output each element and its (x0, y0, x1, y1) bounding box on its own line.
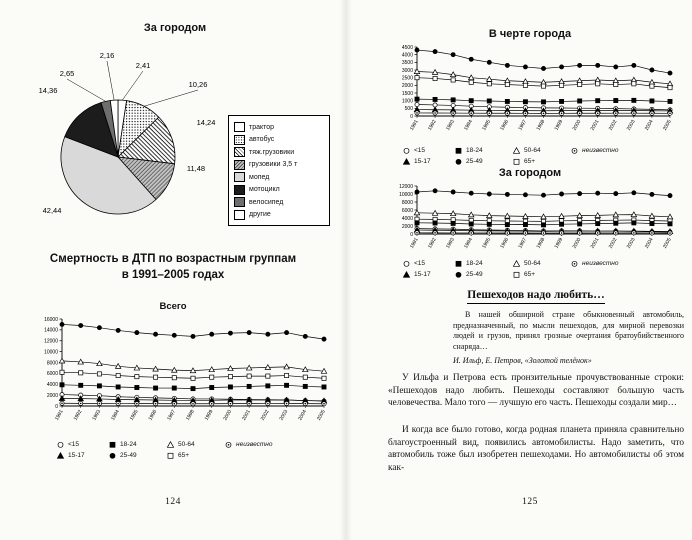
age-legend-label: <15 (414, 147, 426, 154)
svg-text:2001: 2001 (589, 237, 601, 250)
pie-legend-item (234, 209, 324, 222)
age-legend-label: <15 (414, 260, 426, 267)
square-filled-icon (454, 259, 463, 268)
vehicle-pie-legend (228, 115, 330, 226)
svg-text:3500: 3500 (401, 60, 413, 67)
svg-text:3000: 3000 (401, 67, 413, 74)
age-legend-label: 50-64 (524, 260, 541, 267)
svg-text:1999: 1999 (203, 409, 215, 422)
pie-value-label: 11,48 (186, 164, 206, 173)
svg-text:0: 0 (55, 403, 58, 410)
age-legend-city (402, 146, 618, 166)
svg-text:14000: 14000 (44, 327, 58, 334)
svg-text:1997: 1997 (166, 409, 178, 422)
svg-text:1992: 1992 (72, 409, 84, 422)
total-line-chart (26, 314, 334, 439)
section-title-line1: Смертность в ДТП по возрастным группам (49, 253, 297, 265)
pie-legend-label: автобус (249, 136, 275, 144)
svg-text:0: 0 (410, 113, 413, 120)
total-chart-title: Всего (159, 301, 187, 312)
svg-text:1991: 1991 (408, 237, 420, 250)
pie-legend-swatch-icon (234, 135, 245, 145)
age-legend-item (570, 146, 618, 155)
age-legend-item (402, 270, 452, 279)
age-legend-label: 65+ (524, 271, 536, 278)
age-legend-item (402, 259, 452, 268)
pie-value-label: 2,41 (135, 61, 151, 70)
svg-text:2005: 2005 (661, 119, 673, 132)
city-chart-title: В черте города (488, 28, 572, 40)
pie-legend-swatch-icon (234, 197, 245, 207)
svg-text:1994: 1994 (463, 237, 474, 250)
svg-text:16000: 16000 (44, 316, 58, 323)
circle-dot-icon (224, 440, 233, 449)
svg-text:2002: 2002 (607, 237, 619, 250)
triangle-filled-icon (402, 270, 411, 279)
svg-text:1991: 1991 (408, 119, 420, 132)
svg-text:2001: 2001 (589, 119, 601, 132)
svg-text:1000: 1000 (401, 98, 413, 105)
pie-value-label: 2,65 (59, 69, 75, 78)
pie-legend-item (234, 196, 324, 209)
pie-legend-swatch-icon (234, 185, 245, 195)
pie-legend-swatch-icon (234, 210, 245, 220)
article-paragraph-2: И когда все было готово, когда родная планета приняла сравнительно благоустроенный вид, появились автомобилисты. Надо заметить, что автомобиль тоже был изобретен пешеходами. Но автомобилисты об этом как- (388, 425, 684, 473)
pie-legend-swatch-icon (234, 160, 245, 170)
line-chart-canvas (383, 181, 680, 258)
triangle-open-icon (512, 146, 521, 155)
age-legend-label: 18-24 (466, 260, 483, 267)
svg-text:1994: 1994 (463, 119, 474, 132)
svg-text:1993: 1993 (445, 119, 456, 132)
pie-chart-canvas (8, 45, 238, 245)
outside-line-chart (383, 181, 680, 263)
svg-text:1998: 1998 (535, 119, 547, 132)
article-heading (388, 289, 684, 304)
svg-text:1997: 1997 (517, 237, 529, 250)
svg-text:6000: 6000 (401, 207, 413, 214)
circle-dot-icon (570, 259, 579, 268)
svg-text:1993: 1993 (445, 237, 456, 250)
age-legend-label: 15-17 (414, 271, 431, 278)
svg-text:2000: 2000 (571, 119, 583, 132)
svg-text:1500: 1500 (401, 90, 413, 97)
svg-text:2003: 2003 (278, 409, 290, 422)
age-legend-item (56, 440, 106, 449)
page-number-right: 125 (522, 497, 538, 507)
age-legend-item (224, 440, 272, 449)
outside-chart-title: За городом (498, 167, 562, 179)
square-filled-icon (108, 440, 117, 449)
svg-text:1997: 1997 (517, 119, 529, 132)
triangle-filled-icon (56, 451, 65, 460)
article-heading-text: Пешеходов надо любить… (467, 289, 604, 304)
page-gutter (340, 0, 352, 540)
section-title (8, 252, 338, 283)
circle-open-icon (402, 146, 411, 155)
pie-legend-item (234, 159, 324, 172)
age-legend-item (454, 146, 510, 155)
age-legend-label: 18-24 (466, 147, 483, 154)
age-legend-item (402, 146, 452, 155)
svg-text:1992: 1992 (427, 119, 438, 132)
pie-legend-item (234, 134, 324, 147)
pie-legend-label: мопед (249, 173, 270, 181)
line-chart-canvas (383, 42, 680, 144)
svg-text:2005: 2005 (315, 409, 327, 422)
circle-dot-icon (570, 146, 579, 155)
article-quote-attribution: И. Ильф, Е. Петров, «Золотой телёнок» (453, 356, 592, 365)
age-legend-item (512, 259, 568, 268)
age-legend-label: 15-17 (68, 452, 85, 459)
pie-legend-swatch-icon (234, 122, 245, 132)
age-legend-item (512, 270, 568, 279)
pie-legend-label: трактор (249, 123, 275, 131)
age-legend-label: 15-17 (414, 158, 431, 165)
section-title-line2: в 1991–2005 годах (121, 268, 225, 281)
age-legend-total (56, 440, 272, 460)
vehicle-pie-chart (8, 45, 238, 245)
pie-value-label: 2,16 (99, 51, 115, 60)
svg-text:12000: 12000 (44, 338, 58, 345)
age-legend-outside (402, 259, 618, 279)
age-legend-item (166, 440, 222, 449)
triangle-open-icon (512, 259, 521, 268)
svg-text:2004: 2004 (297, 409, 309, 422)
svg-text:2002: 2002 (259, 409, 271, 422)
square-open-icon (512, 270, 521, 279)
pie-legend-item (234, 146, 324, 159)
svg-text:1993: 1993 (91, 409, 103, 422)
age-legend-label: 25-49 (466, 271, 483, 278)
age-legend-label: 18-24 (120, 441, 137, 448)
pie-legend-item (234, 121, 324, 134)
svg-text:1994: 1994 (110, 409, 121, 422)
svg-text:1995: 1995 (128, 409, 140, 422)
svg-text:1995: 1995 (481, 237, 493, 250)
age-legend-item (166, 451, 222, 460)
age-legend-item (454, 259, 510, 268)
triangle-open-icon (166, 440, 175, 449)
circle-open-icon (56, 440, 65, 449)
svg-text:8000: 8000 (46, 360, 58, 367)
svg-text:2002: 2002 (607, 119, 619, 132)
svg-text:2000: 2000 (222, 409, 234, 422)
pie-legend-label: мотоцикл (249, 186, 280, 194)
circle-filled-icon (454, 157, 463, 166)
svg-text:6000: 6000 (46, 371, 58, 378)
pie-value-label: 10,26 (188, 80, 208, 89)
pie-chart-title: За городом (143, 22, 207, 34)
svg-text:4500: 4500 (401, 44, 413, 51)
article-paragraph-1: У Ильфа и Петрова есть пронзительные прочувствованные строки: «Пешеходов надо любить. Пешеходы составляют большую часть человечества. Мало того — лучшую его часть. Пешеходы создали мир… (388, 373, 684, 409)
city-line-chart (383, 42, 680, 149)
age-legend-item (570, 259, 618, 268)
svg-text:2000: 2000 (46, 392, 58, 399)
svg-text:2001: 2001 (241, 409, 252, 422)
svg-text:2000: 2000 (571, 237, 583, 250)
pie-value-label: 14,24 (196, 118, 216, 127)
circle-filled-icon (454, 270, 463, 279)
age-legend-label: 25-49 (120, 452, 137, 459)
svg-text:1996: 1996 (499, 237, 511, 250)
circle-open-icon (402, 259, 411, 268)
square-open-icon (512, 157, 521, 166)
age-legend-item (108, 451, 164, 460)
pie-legend-label: другие (249, 211, 271, 219)
square-filled-icon (454, 146, 463, 155)
article-quote: В нашей обширной стране обыкновенный автомобиль, предназначенный, по мысли пешеходов, для мирной перевозки людей и грузов, принял грозные очертания братоубийственного снаряда… (453, 310, 684, 351)
page-number-left: 124 (165, 497, 181, 507)
svg-text:10000: 10000 (399, 191, 413, 198)
svg-text:4000: 4000 (401, 215, 413, 222)
triangle-filled-icon (402, 157, 411, 166)
pie-value-label: 42,44 (42, 206, 62, 215)
svg-text:2500: 2500 (401, 75, 413, 82)
svg-text:2003: 2003 (625, 237, 637, 250)
circle-filled-icon (108, 451, 117, 460)
svg-text:2004: 2004 (643, 237, 655, 250)
svg-text:12000: 12000 (399, 183, 413, 190)
svg-text:0: 0 (410, 231, 413, 238)
svg-text:10000: 10000 (44, 349, 58, 356)
svg-text:1995: 1995 (481, 119, 493, 132)
svg-text:4000: 4000 (401, 52, 413, 59)
age-legend-label: 50-64 (178, 441, 195, 448)
age-legend-label: 25-49 (466, 158, 483, 165)
pie-value-label: 14,36 (38, 86, 58, 95)
svg-text:8000: 8000 (401, 199, 413, 206)
svg-text:1999: 1999 (553, 119, 565, 132)
pie-legend-label: тяж.грузовики (249, 148, 295, 156)
age-legend-label: <15 (68, 441, 80, 448)
svg-text:500: 500 (404, 106, 413, 113)
svg-text:1998: 1998 (535, 237, 547, 250)
pie-legend-label: велосипед (249, 198, 284, 206)
svg-text:4000: 4000 (46, 382, 58, 389)
age-legend-item (512, 146, 568, 155)
pie-legend-item (234, 184, 324, 197)
svg-text:1996: 1996 (147, 409, 159, 422)
age-legend-item (454, 270, 510, 279)
age-legend-item (402, 157, 452, 166)
square-open-icon (166, 451, 175, 460)
age-legend-item (454, 157, 510, 166)
pie-legend-label: грузовики 3,5 т (249, 161, 298, 169)
age-legend-label: 65+ (524, 158, 536, 165)
svg-text:1996: 1996 (499, 119, 511, 132)
age-legend-item (108, 440, 164, 449)
svg-text:1998: 1998 (184, 409, 196, 422)
svg-text:2004: 2004 (643, 119, 655, 132)
svg-text:2003: 2003 (625, 119, 637, 132)
svg-text:2005: 2005 (661, 237, 673, 250)
age-legend-item (512, 157, 568, 166)
svg-text:2000: 2000 (401, 223, 413, 230)
age-legend-item (56, 451, 106, 460)
svg-text:1992: 1992 (427, 237, 438, 250)
age-legend-label: неизвестно (582, 147, 619, 154)
age-legend-label: 50-64 (524, 147, 541, 154)
pie-legend-swatch-icon (234, 147, 245, 157)
svg-text:1991: 1991 (53, 409, 65, 422)
svg-text:1999: 1999 (553, 237, 565, 250)
line-chart-canvas (26, 314, 334, 434)
pie-legend-swatch-icon (234, 172, 245, 182)
age-legend-label: 65+ (178, 452, 190, 459)
age-legend-label: неизвестно (236, 441, 273, 448)
age-legend-label: неизвестно (582, 260, 619, 267)
svg-text:2000: 2000 (401, 83, 413, 90)
pie-legend-item (234, 171, 324, 184)
